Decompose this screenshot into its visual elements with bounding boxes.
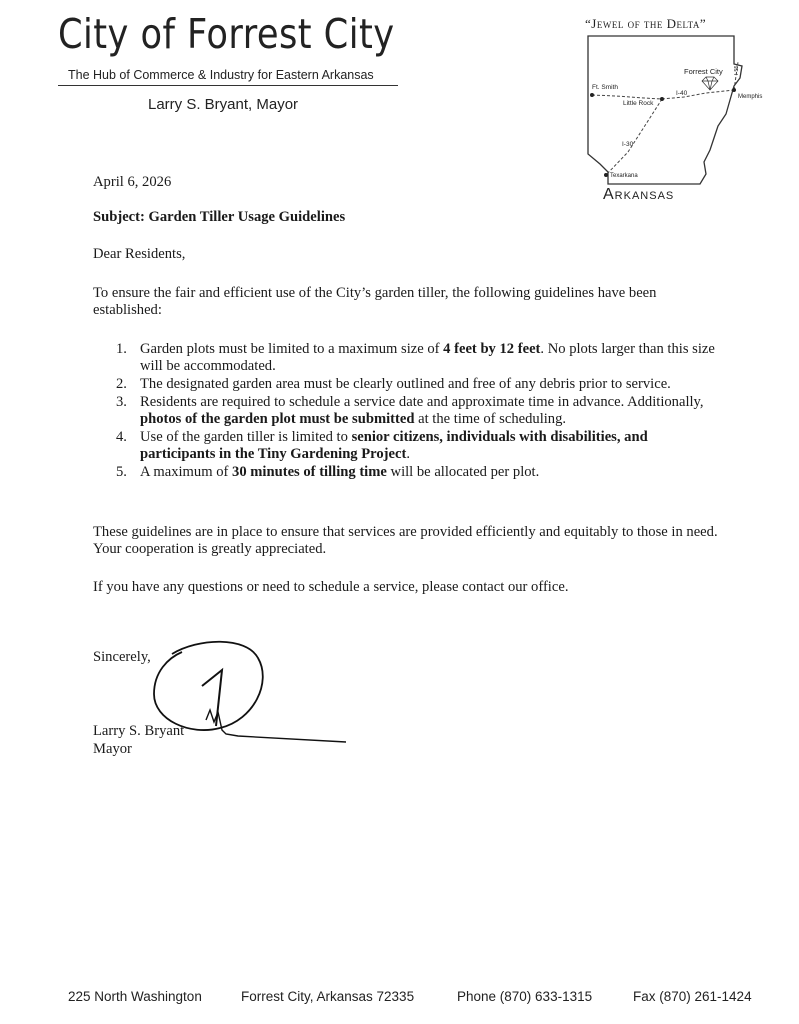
list-item [116, 394, 726, 428]
list-item-text: The designated garden area must be clearly outlined and free of any debris prior to service. [140, 376, 671, 392]
ft-smith-marker [590, 93, 594, 97]
map-label-i30: I-30 [622, 141, 634, 148]
list-item [116, 464, 726, 481]
list-item-number: 2. [116, 376, 127, 392]
list-item-number: 5. [116, 464, 127, 480]
memphis-marker [732, 88, 736, 92]
list-item [116, 376, 726, 393]
closing-paragraph: These guidelines are in place to ensure that services are provided efficiently and equitably to those in need. Your cooperation is greatly appreciated. [93, 524, 718, 557]
city-name-heading: City of Forrest City [58, 10, 395, 58]
signer-title: Mayor [93, 741, 132, 757]
list-item [116, 341, 726, 375]
list-item-emphasis: 4 feet by 12 feet [443, 341, 541, 357]
list-item-emphasis: senior citizens, individuals with disabilities, and participants in the Tiny Gardening Project [140, 429, 648, 462]
signer-name: Larry S. Bryant [93, 723, 185, 739]
jewel-of-the-delta-slogan: “Jewel of the Delta” [585, 16, 707, 31]
little-rock-marker [660, 97, 664, 101]
list-item-text: Use of the garden tiller is limited to [140, 429, 352, 445]
map-label-i55: I-55 [734, 65, 740, 75]
list-item-emphasis: 30 minutes of tilling time [232, 464, 387, 480]
footer-city-state-zip: Forrest City, Arkansas 72335 [241, 989, 415, 1004]
interstate-30-route [606, 99, 662, 175]
map-label-memphis: Memphis [738, 94, 763, 100]
footer-fax: Fax (870) 261-1424 [633, 989, 752, 1004]
intro-paragraph: To ensure the fair and efficient use of the City’s garden tiller, the following guidelines have been established: [93, 285, 657, 318]
sign-off: Sincerely, [93, 649, 151, 665]
list-item-number: 3. [116, 394, 127, 410]
arkansas-map-icon [584, 34, 763, 186]
list-item-text: . No plots larger than this size will be accommodated. [140, 341, 715, 374]
list-item-number: 4. [116, 429, 127, 445]
list-item-text: at the time of scheduling. [414, 411, 567, 427]
arkansas-state-outline [588, 36, 742, 184]
list-item-number: 1. [116, 341, 127, 357]
salutation: Dear Residents, [93, 246, 186, 262]
list-item-text: will be allocated per plot. [386, 464, 540, 480]
footer-phone: Phone (870) 633-1315 [457, 989, 593, 1004]
letterhead-divider [58, 85, 398, 86]
list-item-text: A maximum of [140, 464, 233, 480]
arkansas-label: Arkansas [603, 186, 675, 203]
list-item-text: Garden plots must be limited to a maximum size of [140, 341, 444, 357]
map-label-ft-smith: Ft. Smith [592, 84, 619, 91]
list-item-emphasis: photos of the garden plot must be submitted [140, 411, 415, 427]
guidelines-list [116, 341, 726, 482]
list-item-text: . [406, 446, 411, 462]
map-label-i40: I-40 [676, 90, 688, 97]
diamond-icon [702, 77, 718, 90]
map-label-forrest-city: Forrest City [684, 67, 723, 76]
map-label-little-rock: Little Rock [623, 100, 654, 107]
letterhead-mayor: Larry S. Bryant, Mayor [148, 96, 299, 113]
letter-date: April 6, 2026 [93, 174, 172, 190]
map-label-texarkana: Texarkana [610, 173, 638, 179]
texarkana-marker [604, 173, 608, 177]
list-item [116, 429, 726, 463]
footer-address: 225 North Washington [68, 989, 202, 1004]
letter-subject: Subject: Garden Tiller Usage Guidelines [93, 209, 346, 225]
letterhead-tagline: The Hub of Commerce & Industry for Eastern Arkansas [68, 68, 374, 82]
contact-paragraph: If you have any questions or need to schedule a service, please contact our office. [93, 579, 569, 595]
list-item-text: Residents are required to schedule a service date and approximate time in advance. Additionally, [140, 394, 704, 410]
